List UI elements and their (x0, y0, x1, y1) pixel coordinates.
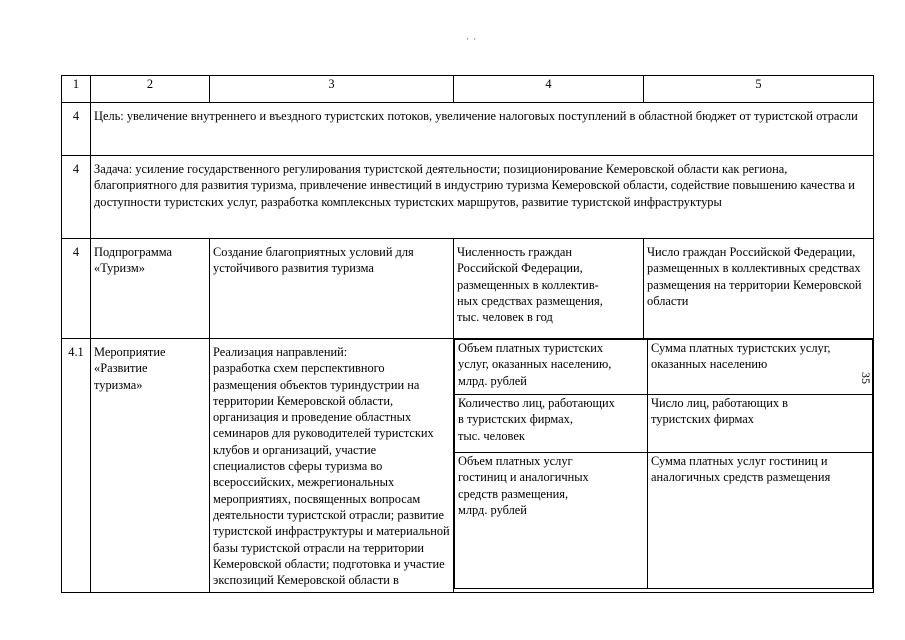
header-cell-4: 4 (454, 76, 644, 103)
task-row (62, 156, 874, 239)
subprogram-goal: Создание благоприятных условий для устойчивого развития туризма (210, 239, 454, 339)
header-row (62, 76, 874, 103)
indicator-row (455, 453, 873, 589)
subprogram-row (62, 239, 874, 339)
indicator-name: Количество лиц, работающих в туристских фирмах, тыс. человек (455, 395, 648, 453)
indicator-subtable (454, 339, 873, 589)
header-cell-2: 2 (91, 76, 210, 103)
event-indicators (454, 339, 874, 593)
indicator-method: Число лиц, работающих в туристских фирмах (648, 395, 873, 453)
header-cell-5: 5 (644, 76, 874, 103)
event-row (62, 339, 874, 593)
program-table (61, 75, 874, 593)
event-number: 4.1 (62, 339, 91, 593)
header-cell-3: 3 (210, 76, 454, 103)
indicator-name: Объем платных туристских услуг, оказанных населению, млрд. рублей (455, 340, 648, 395)
top-mark: · · (466, 34, 478, 44)
subprogram-indicator: Численность граждан Российской Федерации, размещенных в коллектив- ных средствах размещения, тыс. человек в год (454, 239, 644, 339)
task-number: 4 (62, 156, 91, 239)
subprogram-indicator-method: Число граждан Российской Федерации, размещенных в коллективных средствах размещения на территории Кемеровской области (644, 239, 874, 339)
event-name: Мероприятие «Развитие туризма» (91, 339, 210, 593)
indicator-method: Сумма платных услуг гостиниц и аналогичных средств размещения (648, 453, 873, 589)
indicator-method: Сумма платных туристских услуг, оказанных населению (648, 340, 873, 395)
header-cell-1: 1 (62, 76, 91, 103)
page-number: 35 (859, 372, 873, 384)
subprogram-name: Подпрограмма «Туризм» (91, 239, 210, 339)
task-text: Задача: усиление государственного регулирования туристской деятельности; позиционирование Кемеровской области как региона, благоприятного для развития туризма, привлечение инвестиций в индустрию туризма Кемеровской области, содействие повышению качества и доступности туристских услуг, разработка комплексных туристских маршрутов, развитие туристской инфраструктуры (91, 156, 874, 239)
goal-row (62, 103, 874, 156)
indicator-row (455, 340, 873, 395)
goal-text: Цель: увеличение внутреннего и въездного туристских потоков, увеличение налоговых поступлений в областной бюджет от туристской отрасли (91, 103, 874, 156)
indicator-row (455, 395, 873, 453)
subprogram-number: 4 (62, 239, 91, 339)
event-description: Реализация направлений: разработка схем перспективного размещения объектов туриндустрии на территории Кемеровской области, организация и проведение областных семинаров для руководителей туристских клубов и организаций, участие специалистов сферы туризма во всероссийских, межрегиональных мероприятиях, посвященных вопросам деятельности туристской отрасли; развитие туристской инфраструктуры и материальной базы туристской отрасли на территории Кемеровской области; подготовка и участие экспозиций Кемеровской области в (210, 339, 454, 593)
indicator-name: Объем платных услуг гостиниц и аналогичных средств размещения, млрд. рублей (455, 453, 648, 589)
goal-number: 4 (62, 103, 91, 156)
